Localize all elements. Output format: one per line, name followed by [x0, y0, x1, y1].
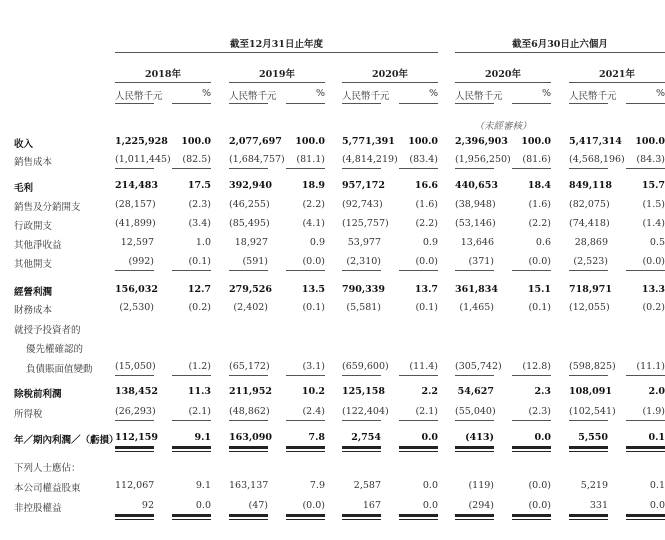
pct-cell: (2.1): [415, 406, 438, 417]
year-header: 2020年: [372, 69, 408, 80]
row-label: 收入: [14, 139, 34, 150]
pct-cell: 2.3: [534, 386, 551, 397]
year-header: 2021年: [599, 69, 635, 80]
amount-cell: 112,159: [115, 432, 158, 443]
amount-cell: (55,040): [455, 406, 496, 417]
amount-cell: 108,091: [569, 386, 612, 397]
subtotal-rule: [172, 420, 211, 421]
divider: [229, 103, 268, 104]
amount-cell: 18,927: [234, 237, 268, 248]
amount-cell: 156,032: [115, 284, 158, 295]
amount-cell: 163,090: [229, 432, 272, 443]
amount-cell: 167: [362, 500, 381, 511]
amount-cell: (1,465): [459, 302, 494, 313]
total-double-rule: [342, 514, 381, 520]
amount-cell: (305,742): [455, 361, 502, 372]
amount-cell: (38,948): [455, 199, 496, 210]
pct-cell: 100.0: [408, 136, 438, 147]
amount-cell: (53,146): [455, 218, 496, 229]
year-header: 2020年: [485, 69, 521, 80]
amount-cell: (1,684,757): [229, 154, 285, 165]
amount-cell: 361,834: [455, 284, 498, 295]
divider: [286, 103, 325, 104]
pct-cell: (0.0): [302, 256, 325, 267]
divider: [569, 82, 665, 83]
row-label: 銷售成本: [14, 157, 53, 168]
subtotal-rule: [626, 420, 665, 421]
amount-cell: (4,814,219): [342, 154, 398, 165]
divider: [626, 103, 665, 104]
amount-cell: (119): [468, 480, 494, 491]
subtotal-rule: [399, 270, 438, 271]
unaudited-note: （未經審核）: [474, 121, 532, 132]
subtotal-rule: [455, 270, 494, 271]
pct-cell: 0.0: [421, 432, 438, 443]
amount-cell: (1,011,445): [115, 154, 171, 165]
subtotal-rule: [569, 375, 608, 376]
pct-cell: (2.1): [188, 406, 211, 417]
pct-cell: 100.0: [295, 136, 325, 147]
subtotal-rule: [455, 168, 494, 169]
pct-cell: (1.4): [642, 218, 665, 229]
amount-cell: (2,402): [233, 302, 268, 313]
amount-cell: (1,956,250): [455, 154, 511, 165]
pct-cell: (0.0): [528, 256, 551, 267]
row-label: 毛利: [14, 183, 34, 194]
total-double-rule: [626, 514, 665, 520]
row-label: 非控股權益: [14, 503, 62, 514]
subtotal-rule: [626, 168, 665, 169]
pct-cell: (1.9): [642, 406, 665, 417]
subtotal-rule: [172, 375, 211, 376]
amount-cell: (413): [465, 432, 494, 443]
total-double-rule: [399, 514, 438, 520]
amount-cell: (125,757): [342, 218, 389, 229]
amount-cell: (26,293): [115, 406, 156, 417]
amount-cell: (591): [242, 256, 268, 267]
row-label: 其他淨收益: [14, 240, 62, 251]
subtotal-rule: [399, 168, 438, 169]
pct-cell: (81.1): [296, 154, 325, 165]
row-label: 所得稅: [14, 409, 43, 420]
row-label: 其他開支: [14, 259, 53, 270]
amount-cell: 5,771,391: [342, 136, 395, 147]
subtotal-rule: [286, 420, 325, 421]
total-double-rule: [569, 514, 608, 520]
unit-amount-header: 人民幣千元: [342, 91, 390, 102]
row-label: 年／期內利潤／（虧損）: [14, 435, 119, 446]
pct-cell: (11.4): [409, 361, 438, 372]
amount-cell: 849,118: [569, 180, 612, 191]
amount-cell: (85,495): [229, 218, 270, 229]
pct-cell: 15.1: [527, 284, 551, 295]
amount-cell: 279,526: [229, 284, 272, 295]
pct-cell: 13.3: [641, 284, 665, 295]
pct-cell: 11.3: [187, 386, 211, 397]
amount-cell: 392,940: [229, 180, 272, 191]
amount-cell: (82,075): [569, 199, 610, 210]
row-label: 優先權確認的: [26, 344, 84, 355]
row-label: 財務成本: [14, 305, 53, 316]
pct-cell: (0.0): [302, 500, 325, 511]
subtotal-rule: [512, 270, 551, 271]
total-double-rule: [229, 446, 268, 452]
unit-amount-header: 人民幣千元: [229, 91, 277, 102]
pct-cell: 10.2: [301, 386, 325, 397]
amount-cell: 125,158: [342, 386, 385, 397]
amount-cell: (46,255): [229, 199, 270, 210]
divider: [115, 103, 154, 104]
amount-cell: (2,530): [119, 302, 154, 313]
subtotal-rule: [342, 420, 381, 421]
amount-cell: (48,862): [229, 406, 270, 417]
total-double-rule: [512, 446, 551, 452]
amount-cell: (65,172): [229, 361, 270, 372]
pct-cell: (1.6): [415, 199, 438, 210]
pct-cell: (11.1): [636, 361, 665, 372]
unit-pct-header: %: [428, 88, 438, 99]
pct-cell: (0.2): [642, 302, 665, 313]
pct-cell: (0.1): [302, 302, 325, 313]
divider: [172, 103, 211, 104]
pct-cell: (84.3): [636, 154, 665, 165]
amount-cell: 12,597: [120, 237, 154, 248]
subtotal-rule: [455, 420, 494, 421]
amount-cell: 138,452: [115, 386, 158, 397]
unit-pct-header: %: [655, 88, 665, 99]
unit-amount-header: 人民幣千元: [455, 91, 503, 102]
pct-cell: 18.4: [527, 180, 551, 191]
subtotal-rule: [399, 375, 438, 376]
pct-cell: 0.9: [422, 237, 438, 248]
pct-cell: (0.1): [528, 302, 551, 313]
amount-cell: 2,754: [351, 432, 381, 443]
pct-cell: (1.6): [528, 199, 551, 210]
amount-cell: 54,627: [457, 386, 494, 397]
total-double-rule: [115, 514, 154, 520]
subtotal-rule: [512, 420, 551, 421]
row-label: 行政開支: [14, 221, 53, 232]
year-header: 2019年: [259, 69, 295, 80]
unit-pct-header: %: [315, 88, 325, 99]
divider: [342, 103, 381, 104]
amount-cell: 440,653: [455, 180, 498, 191]
total-double-rule: [512, 514, 551, 520]
row-label: 本公司權益股東: [14, 483, 81, 494]
row-label: 負債賬面值變動: [26, 364, 93, 375]
subtotal-rule: [172, 270, 211, 271]
amount-cell: 214,483: [115, 180, 158, 191]
total-double-rule: [399, 446, 438, 452]
subtotal-rule: [115, 420, 154, 421]
pct-cell: (0.0): [528, 500, 551, 511]
amount-cell: 13,646: [460, 237, 494, 248]
divider: [342, 82, 438, 83]
row-label: 經營利潤: [14, 287, 53, 298]
pct-cell: (2.2): [302, 199, 325, 210]
pct-cell: 0.9: [309, 237, 325, 248]
subtotal-rule: [569, 270, 608, 271]
pct-cell: (3.1): [302, 361, 325, 372]
subtotal-rule: [286, 168, 325, 169]
unit-amount-header: 人民幣千元: [115, 91, 163, 102]
pct-cell: 17.5: [187, 180, 211, 191]
pct-cell: (2.2): [528, 218, 551, 229]
pct-cell: 13.5: [301, 284, 325, 295]
amount-cell: (659,600): [342, 361, 389, 372]
amount-cell: (598,825): [569, 361, 616, 372]
subtotal-rule: [455, 375, 494, 376]
divider: [512, 103, 551, 104]
pct-cell: 100.0: [521, 136, 551, 147]
pct-cell: (0.1): [188, 256, 211, 267]
pct-cell: 13.7: [414, 284, 438, 295]
amount-cell: (2,523): [573, 256, 608, 267]
amount-cell: (74,418): [569, 218, 610, 229]
subtotal-rule: [512, 375, 551, 376]
amount-cell: 1,225,928: [115, 136, 168, 147]
subtotal-rule: [229, 375, 268, 376]
pct-cell: 0.0: [422, 480, 438, 491]
total-double-rule: [172, 446, 211, 452]
pct-cell: 16.6: [414, 180, 438, 191]
pct-cell: (2.4): [302, 406, 325, 417]
pct-cell: 7.9: [309, 480, 325, 491]
pct-cell: 0.5: [649, 237, 665, 248]
divider: [229, 82, 325, 83]
divider: [455, 52, 665, 53]
total-double-rule: [286, 446, 325, 452]
amount-cell: 5,550: [578, 432, 608, 443]
amount-cell: (12,055): [569, 302, 610, 313]
total-double-rule: [229, 514, 268, 520]
pct-cell: 2.0: [648, 386, 665, 397]
pct-cell: 2.2: [421, 386, 438, 397]
pct-cell: 12.7: [187, 284, 211, 295]
pct-cell: 9.1: [195, 480, 211, 491]
pct-cell: 100.0: [635, 136, 665, 147]
pct-cell: (1.5): [642, 199, 665, 210]
year-header: 2018年: [145, 69, 181, 80]
amount-cell: 957,172: [342, 180, 385, 191]
pct-cell: 0.0: [422, 500, 438, 511]
group-header-interim: 截至6月30日止六個月: [512, 39, 608, 50]
subtotal-rule: [229, 168, 268, 169]
subtotal-rule: [512, 168, 551, 169]
subtotal-rule: [342, 270, 381, 271]
amount-cell: (294): [468, 500, 494, 511]
group-header-annual: 截至12月31日止年度: [230, 39, 323, 50]
pct-cell: 18.9: [301, 180, 325, 191]
subtotal-rule: [229, 420, 268, 421]
pct-cell: 0.6: [535, 237, 551, 248]
subtotal-rule: [626, 270, 665, 271]
pct-cell: (0.0): [528, 480, 551, 491]
pct-cell: 0.1: [649, 480, 665, 491]
amount-cell: 53,977: [347, 237, 381, 248]
subtotal-rule: [229, 270, 268, 271]
pct-cell: (3.4): [188, 218, 211, 229]
amount-cell: 5,417,314: [569, 136, 622, 147]
pct-cell: (0.0): [642, 256, 665, 267]
amount-cell: 163,137: [229, 480, 269, 491]
pct-cell: 0.1: [648, 432, 665, 443]
total-double-rule: [172, 514, 211, 520]
pct-cell: (0.2): [188, 302, 211, 313]
pct-cell: (2.3): [188, 199, 211, 210]
amount-cell: 2,396,903: [455, 136, 508, 147]
row-label: 下列人士應佔：: [14, 463, 81, 474]
amount-cell: (47): [248, 500, 268, 511]
subtotal-rule: [569, 420, 608, 421]
pct-cell: (0.1): [415, 302, 438, 313]
pct-cell: (83.4): [409, 154, 438, 165]
amount-cell: 112,067: [115, 480, 155, 491]
amount-cell: (2,310): [346, 256, 381, 267]
pct-cell: (1.2): [188, 361, 211, 372]
subtotal-rule: [286, 270, 325, 271]
divider: [455, 103, 494, 104]
divider: [115, 52, 438, 53]
pct-cell: (82.5): [182, 154, 211, 165]
divider: [569, 103, 608, 104]
subtotal-rule: [115, 375, 154, 376]
total-double-rule: [455, 514, 494, 520]
pct-cell: 100.0: [181, 136, 211, 147]
amount-cell: (5,581): [346, 302, 381, 313]
subtotal-rule: [569, 168, 608, 169]
pct-cell: (12.8): [522, 361, 551, 372]
divider: [115, 82, 211, 83]
amount-cell: (992): [128, 256, 154, 267]
amount-cell: 92: [141, 500, 154, 511]
total-double-rule: [342, 446, 381, 452]
subtotal-rule: [115, 270, 154, 271]
total-double-rule: [455, 446, 494, 452]
amount-cell: 211,952: [229, 386, 272, 397]
divider: [399, 103, 438, 104]
row-label: 除稅前利潤: [14, 389, 62, 400]
total-double-rule: [115, 446, 154, 452]
amount-cell: 2,077,697: [229, 136, 282, 147]
amount-cell: (102,541): [569, 406, 616, 417]
pct-cell: (2.3): [528, 406, 551, 417]
total-double-rule: [626, 446, 665, 452]
unit-amount-header: 人民幣千元: [569, 91, 617, 102]
pct-cell: 0.0: [534, 432, 551, 443]
amount-cell: 28,869: [574, 237, 608, 248]
pct-cell: 15.7: [641, 180, 665, 191]
unit-pct-header: %: [201, 88, 211, 99]
subtotal-rule: [342, 375, 381, 376]
amount-cell: 5,219: [580, 480, 608, 491]
subtotal-rule: [286, 375, 325, 376]
amount-cell: 718,971: [569, 284, 612, 295]
pct-cell: 0.0: [195, 500, 211, 511]
amount-cell: (122,404): [342, 406, 389, 417]
subtotal-rule: [342, 168, 381, 169]
unit-pct-header: %: [541, 88, 551, 99]
pct-cell: 7.8: [308, 432, 325, 443]
total-double-rule: [286, 514, 325, 520]
subtotal-rule: [399, 420, 438, 421]
row-label: 銷售及分銷開支: [14, 202, 81, 213]
subtotal-rule: [172, 168, 211, 169]
pct-cell: 0.0: [649, 500, 665, 511]
amount-cell: 790,339: [342, 284, 385, 295]
pct-cell: (4.1): [302, 218, 325, 229]
amount-cell: (28,157): [115, 199, 156, 210]
amount-cell: (15,050): [115, 361, 156, 372]
subtotal-rule: [115, 168, 154, 169]
subtotal-rule: [626, 375, 665, 376]
amount-cell: (4,568,196): [569, 154, 625, 165]
pct-cell: 9.1: [194, 432, 211, 443]
pct-cell: 1.0: [195, 237, 211, 248]
amount-cell: (92,743): [342, 199, 383, 210]
amount-cell: 2,587: [353, 480, 381, 491]
amount-cell: 331: [589, 500, 608, 511]
pct-cell: (81.6): [522, 154, 551, 165]
amount-cell: (371): [468, 256, 494, 267]
total-double-rule: [569, 446, 608, 452]
pct-cell: (0.0): [415, 256, 438, 267]
row-label: 就授予投資者的: [14, 325, 81, 336]
divider: [455, 82, 551, 83]
amount-cell: (41,899): [115, 218, 156, 229]
pct-cell: (2.2): [415, 218, 438, 229]
